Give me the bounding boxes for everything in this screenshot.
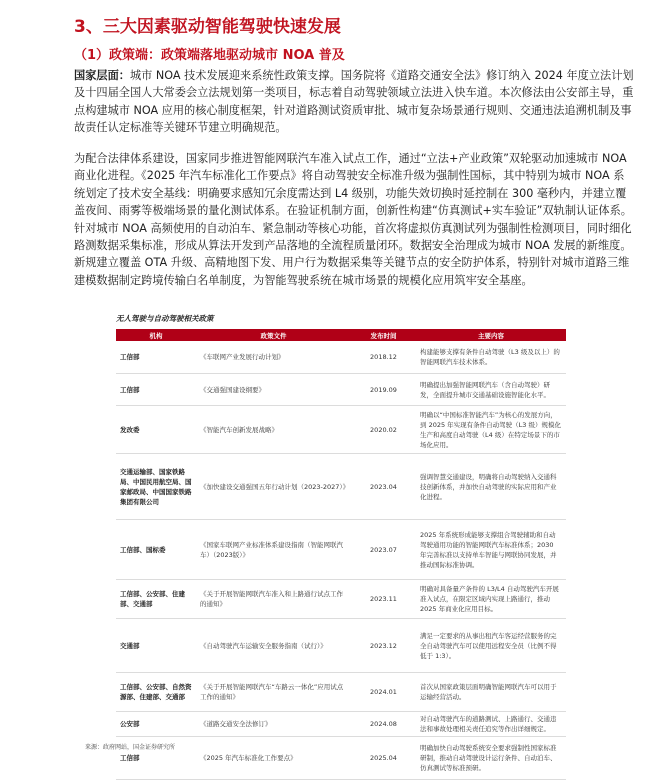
cell-date: 2023.04 xyxy=(351,454,416,520)
header-doc: 政策文件 xyxy=(196,329,351,341)
cell-content: 2025 年系统形成能够支撑组合驾驶辅助和自动驾驶通用功能的智能网联汽车标准体系；2030 年完善标准以支持单车智能与网联协同发展，并推动国际标准协调。 xyxy=(416,520,566,580)
paragraph-body: 城市 NOA 技术发展迎来系统性政策支撑。国务院将《道路交通安全法》修订纳入 2024 年度立法计划及十四届全国人大常委会立法规划第一类项目，标志着自动驾驶领域立法进入快车道。本次修法由公安部主导，重点构建城市 NOA 应用的核心制度框架，针对道路测试资质审批、城市复杂场景通行规则、交通违法追溯机制及事故责任认定标准等关键环节建立明确规范。 xyxy=(74,69,634,135)
table-row xyxy=(116,454,566,520)
cell-org: 工信部 xyxy=(116,341,196,374)
cell-date: 2024.08 xyxy=(351,712,416,737)
cell-content: 明确对具备量产条件的 L3/L4 自动驾驶汽车开展准入试点，在限定区域内实现上路通行，推动 2025 年商业化应用目标。 xyxy=(416,580,566,619)
table-row xyxy=(116,580,566,619)
table-row xyxy=(116,520,566,580)
cell-date: 2018.12 xyxy=(351,341,416,374)
paragraph-national-level xyxy=(74,67,634,137)
cell-org: 工信部 xyxy=(116,374,196,406)
header-content: 主要内容 xyxy=(416,329,566,341)
cell-doc: 《道路交通安全法修订》 xyxy=(196,712,351,737)
cell-doc: 《关于开展智能网联汽车“车路云一体化”应用试点工作的通知》 xyxy=(196,673,351,712)
cell-org: 工信部、公安部、自然资源部、住建部、交通部 xyxy=(116,673,196,712)
cell-org: 工信部、公安部、住建部、交通部 xyxy=(116,580,196,619)
subsection-title: （1）政策端：政策端落地驱动城市 NOA 普及 xyxy=(74,48,345,63)
policy-table xyxy=(116,329,566,780)
cell-doc: 《国家车联网产业标准体系建设指南（智能网联汽车）（2023版）》 xyxy=(196,520,351,580)
cell-date: 2025.04 xyxy=(351,737,416,780)
table-row xyxy=(116,712,566,737)
cell-doc: 《车联网产业发展行动计划》 xyxy=(196,341,351,374)
source-note: 来源：政府网站，国金证券研究所 xyxy=(85,744,176,751)
cell-content: 对自动驾驶汽车的道路测试、上路通行、交通违法和事故处理相关责任追究等作出详细规定。 xyxy=(416,712,566,737)
cell-date: 2023.07 xyxy=(351,520,416,580)
cell-doc: 《加快建设交通强国五年行动计划（2023-2027）》 xyxy=(196,454,351,520)
cell-doc: 《智能汽车创新发展战略》 xyxy=(196,406,351,454)
cell-date: 2023.12 xyxy=(351,619,416,673)
table-row xyxy=(116,673,566,712)
cell-doc: 《交通强国建设纲要》 xyxy=(196,374,351,406)
table-row xyxy=(116,341,566,374)
cell-doc: 《自动驾驶汽车运输安全服务指南（试行）》 xyxy=(196,619,351,673)
paragraph-standards: 为配合法律体系建设，国家同步推进智能网联汽车准入试点工作，通过“立法+产业政策”双轮驱动加速城市 NOA 商业化进程。《2025 年汽车标准化工作要点》将自动驾驶安全标准升级为强制性国标，其中特别为城市 NOA 系统划定了技术安全基线：明确要求感知冗余度需达到 L4 级别，功能失效切换时延控制在 300 毫秒内，并建立覆盖夜间、雨雾等极端场景的量化测试体系。在验证机制方面，创新性构建“仿真测试+实车验证”双轨制认证体系。针对城市 NOA 高频使用的自动泊车、紧急制动等核心功能，首次将虚拟仿真测试列为强制性检测项目，同时细化路测数据采集标准，形成从算法开发到产品落地的全流程质量闭环。数据安全治理成为城市 NOA 发展的新维度。新规建立覆盖 OTA 升级、高精地图下发、用户行为数据采集等关键节点的安全防护体系，特别针对城市道路三维建模数据制定跨境传输白名单制度，为智能驾驶系统在城市场景的规模化应用筑牢安全基座。 xyxy=(74,152,632,287)
header-org: 机构 xyxy=(116,329,196,341)
table-header-row xyxy=(116,329,566,341)
cell-content: 明确提出加强智能网联汽车（含自动驾驶）研发，全面提升城市交通基础设施智能化水平。 xyxy=(416,374,566,406)
cell-date: 2020.02 xyxy=(351,406,416,454)
cell-content: 明确加快自动驾驶系统安全要求强制性国家标准研制，推动自动驾驶设计运行条件、自动泊车、仿真测试等标准预研。 xyxy=(416,737,566,780)
cell-org: 交通部 xyxy=(116,619,196,673)
cell-content: 明确以“中国标准智能汽车”为核心的发展方向，到 2025 年实现有条件自动驾驶（L3 级）规模化生产和高度自动驾驶（L4 级）在特定场景下的市场化应用。 xyxy=(416,406,566,454)
paragraph-lead: 国家层面： xyxy=(74,69,130,82)
cell-content: 首次从国家政策层面明确智能网联汽车可以用于运输经营活动。 xyxy=(416,673,566,712)
cell-date: 2019.09 xyxy=(351,374,416,406)
cell-org: 交通运输部、国家铁路局、中国民用航空局、国家邮政局、中国国家铁路集团有限公司 xyxy=(116,454,196,520)
table-caption: 无人驾驶与自动驾驶相关政策 xyxy=(116,314,214,323)
table-row xyxy=(116,374,566,406)
cell-content: 构建能够支撑有条件自动驾驶（L3 级及以上）的智能网联汽车技术体系。 xyxy=(416,341,566,374)
cell-org: 发改委 xyxy=(116,406,196,454)
cell-org: 工信部 xyxy=(116,737,196,780)
cell-date: 2024.01 xyxy=(351,673,416,712)
cell-content: 强调智慧交通建设，明确将自动驾驶纳入交通科技创新体系，并加快自动驾驶的实际应用和产业化进程。 xyxy=(416,454,566,520)
cell-doc: 《2025 年汽车标准化工作要点》 xyxy=(196,737,351,780)
table-row xyxy=(116,737,566,780)
cell-doc: 《关于开展智能网联汽车准入和上路通行试点工作的通知》 xyxy=(196,580,351,619)
table-row xyxy=(116,406,566,454)
cell-org: 工信部、国标委 xyxy=(116,520,196,580)
cell-org: 公安部 xyxy=(116,712,196,737)
header-date: 发布时间 xyxy=(351,329,416,341)
cell-content: 满足一定要求的从事出租汽车客运经营服务的完全自动驾驶汽车可以使用远程安全员（比例不得低于 1:3）。 xyxy=(416,619,566,673)
section-title: 3、三大因素驱动智能驾驶快速发展 xyxy=(74,17,341,37)
cell-date: 2023.11 xyxy=(351,580,416,619)
table-row xyxy=(116,619,566,673)
